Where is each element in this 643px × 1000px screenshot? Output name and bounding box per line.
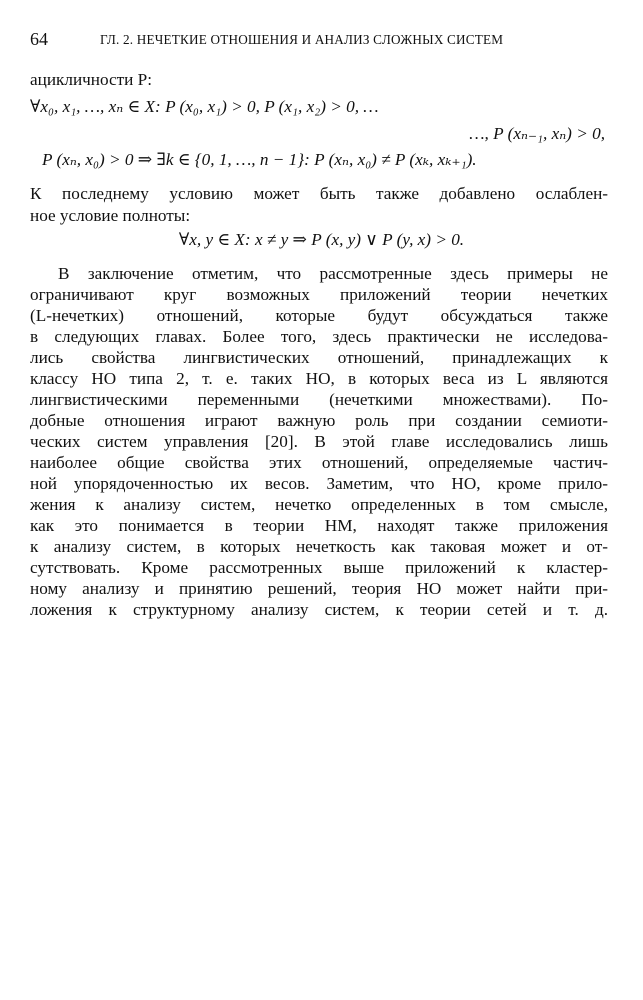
- intro-line: ацикличности P:: [30, 70, 152, 89]
- paragraph-line: ной упорядоченностью их весов. Заметим, что НО, кроме прило-: [30, 474, 608, 493]
- paragraph-line: жения к анализу систем, нечетко определенных в том смысле,: [30, 495, 608, 514]
- paragraph-line: лись свойства лингвистических отношений, принадлежащих к: [30, 348, 608, 367]
- paragraph-line: в следующих главах. Более того, здесь практически не исследова-: [30, 327, 608, 346]
- paragraph-line: как это понимается в теории НМ, находят также приложения: [30, 516, 608, 535]
- paragraph-line: (L-нечетких) отношений, которые будут обсуждаться также: [30, 306, 608, 325]
- equation-1: ∀x₀, x₁, …, xₙ ∈ X: P (x₀, x₁) > 0, P (x₁, x₂) > 0, …: [30, 97, 379, 116]
- paragraph-line: наиболее общие свойства этих отношений, определяемые частич-: [30, 453, 608, 472]
- running-head: ГЛ. 2. НЕЧЕТКИЕ ОТНОШЕНИЯ И АНАЛИЗ СЛОЖНЫХ СИСТЕМ: [100, 32, 504, 47]
- page-header: [30, 28, 615, 50]
- paragraph-line: ческих систем управления [20]. В этой главе исследовались лишь: [30, 432, 608, 451]
- text-line-1: К последнему условию может быть также добавлено ослаблен-: [30, 184, 608, 203]
- equation-4: ∀x, y ∈ X: x ≠ y ⇒ P (x, y) ∨ P (y, x) > 0.: [178, 230, 465, 249]
- equation-2: …, P (xₙ₋₁, xₙ) > 0,: [469, 124, 605, 143]
- equation-3: P (xₙ, x₀) > 0 ⇒ ∃k ∈ {0, 1, …, n − 1}: P (xₙ, x₀) ≠ P (xₖ, xₖ₊₁).: [42, 150, 477, 169]
- paragraph-line: лингвистическими переменными (нечеткими множествами). По-: [30, 390, 608, 409]
- paragraph-line: ложения к структурному анализу систем, к теории сетей и т. д.: [30, 600, 608, 619]
- page-number: 64: [30, 29, 48, 49]
- paragraph-line: к анализу систем, в которых нечеткость как таковая может и от-: [30, 537, 608, 556]
- paragraph-line: сутствовать. Кроме рассмотренных выше приложений к кластер-: [30, 558, 608, 577]
- text-line-2: ное условие полноты:: [30, 206, 191, 225]
- paragraph-line: ному анализу и принятию решений, теория НО может найти при-: [30, 579, 608, 598]
- paragraph-line: В заключение отметим, что рассмотренные здесь примеры не: [58, 264, 608, 283]
- paragraph-line: ограничивают круг возможных приложений теории нечетких: [30, 285, 608, 304]
- paragraph-line: классу НО типа 2, т. е. таких НО, в которых веса из L являются: [30, 369, 608, 388]
- paragraph-line: добные отношения играют важную роль при создании семиоти-: [30, 411, 608, 430]
